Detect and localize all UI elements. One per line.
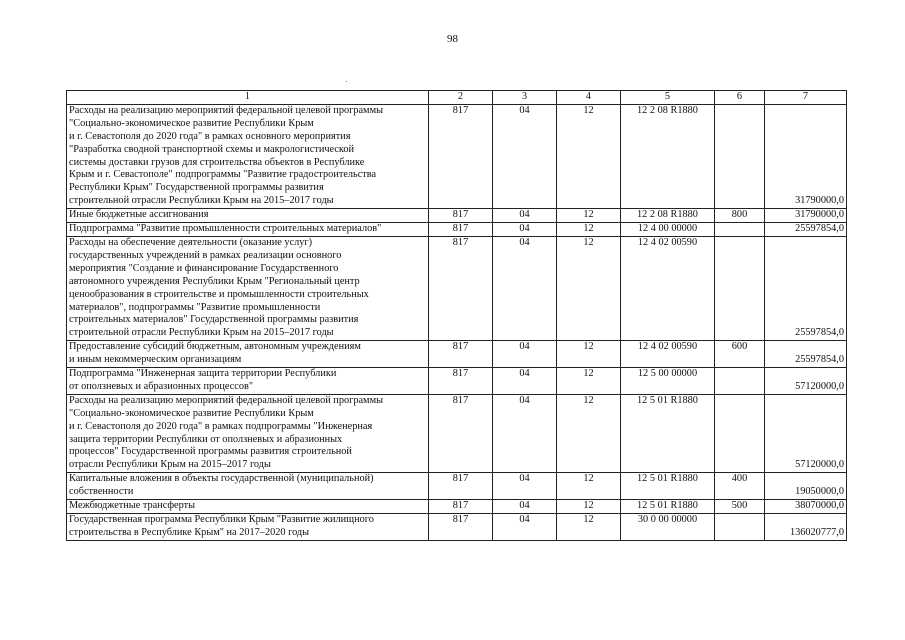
description-line: Государственная программа Республики Крым "Развитие жилищного (69, 514, 374, 525)
description-line: Иные бюджетные ассигнования (69, 209, 209, 221)
description-line: Межбюджетные трансферты (69, 500, 196, 512)
row-expense-type-code: 500 (715, 500, 765, 514)
row-expense-type-code: 800 (715, 209, 765, 223)
row-section-code: 04 (493, 473, 557, 500)
header-col-7: 7 (765, 91, 847, 105)
row-target-article-code: 12 4 00 00000 (621, 223, 715, 237)
row-amount: 38070000,0 (765, 500, 847, 514)
row-subsection-code: 12 (557, 104, 621, 208)
row-target-article-code: 12 2 08 R1880 (621, 104, 715, 208)
description-line: Расходы на обеспечение деятельности (оказание услуг) (69, 236, 313, 248)
row-amount: 57120000,0 (765, 368, 847, 395)
table-row (67, 104, 847, 208)
row-expense-type-code (715, 394, 765, 472)
description-line: Расходы на реализацию мероприятий федеральной целевой программы (69, 104, 384, 116)
row-target-article-code: 12 2 08 R1880 (621, 209, 715, 223)
description-line: процессов" Государственной программы развития строительной (69, 446, 352, 458)
row-section-code: 04 (493, 209, 557, 223)
row-target-article-code: 12 5 00 00000 (621, 368, 715, 395)
row-section-code: 04 (493, 368, 557, 395)
row-description (67, 500, 429, 514)
table-row (67, 209, 847, 223)
row-description (67, 223, 429, 237)
row-section-code: 04 (493, 514, 557, 541)
row-section-code: 04 (493, 341, 557, 368)
row-expense-type-code (715, 223, 765, 237)
page-number: 98 (447, 33, 458, 45)
row-amount: 25597854,0 (765, 223, 847, 237)
row-amount: 57120000,0 (765, 394, 847, 472)
budget-table (66, 90, 847, 541)
description-line: и г. Севастополя до 2020 года" в рамках подпрограммы "Инженерная (69, 420, 373, 432)
row-description (67, 104, 429, 208)
row-amount: 25597854,0 (765, 236, 847, 340)
description-line: и иным некоммерческим организациям (69, 354, 242, 366)
header-col-3: 3 (493, 91, 557, 105)
description-line: от оползневых и абразионных процессов" (69, 380, 254, 392)
row-subsection-code: 12 (557, 394, 621, 472)
description-line: строительных материалов" Государственной программы развития (69, 314, 359, 326)
description-line: автономного учреждения Республики Крым "Региональный центр (69, 275, 360, 287)
header-col-6: 6 (715, 91, 765, 105)
table-header-row (67, 91, 847, 105)
table-row (67, 223, 847, 237)
description-line: отрасли Республики Крым на 2015–2017 годы (69, 459, 271, 471)
row-target-article-code: 12 5 01 R1880 (621, 394, 715, 472)
description-line: и г. Севастополя до 2020 года" в рамках основного мероприятия (69, 130, 351, 142)
row-subsection-code: 12 (557, 236, 621, 340)
table-row (67, 500, 847, 514)
description-line: Подпрограмма "Инженерная защита территории Республики (69, 368, 337, 380)
header-col-5: 5 (621, 91, 715, 105)
description-line: ценообразования в строительстве и промышленности строительных (69, 288, 369, 300)
table-row (67, 394, 847, 472)
row-department-code: 817 (429, 500, 493, 514)
row-expense-type-code (715, 368, 765, 395)
table-row (67, 473, 847, 500)
row-subsection-code: 12 (557, 341, 621, 368)
row-description (67, 209, 429, 223)
row-target-article-code: 12 4 02 00590 (621, 341, 715, 368)
table-row (67, 236, 847, 340)
row-amount: 25597854,0 (765, 341, 847, 368)
row-department-code: 817 (429, 223, 493, 237)
description-line: строительной отрасли Республики Крым на 2015–2017 годы (69, 327, 334, 339)
row-department-code: 817 (429, 341, 493, 368)
scan-mark (346, 81, 347, 82)
description-line: системы доставки грузов для строительства объектов в Республике (69, 156, 365, 168)
row-section-code: 04 (493, 104, 557, 208)
description-line: Подпрограмма "Развитие промышленности строительных материалов" (69, 223, 382, 235)
header-col-4: 4 (557, 91, 621, 105)
row-expense-type-code (715, 514, 765, 541)
description-line: строительной отрасли Республики Крым на 2015–2017 годы (69, 195, 334, 207)
row-section-code: 04 (493, 236, 557, 340)
row-subsection-code: 12 (557, 473, 621, 500)
row-amount: 19050000,0 (765, 473, 847, 500)
row-section-code: 04 (493, 500, 557, 514)
row-expense-type-code (715, 236, 765, 340)
row-department-code: 817 (429, 209, 493, 223)
row-target-article-code: 12 5 01 R1880 (621, 473, 715, 500)
row-amount: 31790000,0 (765, 104, 847, 208)
row-description (67, 368, 429, 395)
description-line: Расходы на реализацию мероприятий федеральной целевой программы (69, 394, 384, 406)
description-line: государственных учреждений в рамках реализации основного (69, 249, 342, 261)
row-department-code: 817 (429, 236, 493, 340)
description-line: Предоставление субсидий бюджетным, автономным учреждениям (69, 341, 361, 353)
row-description (67, 473, 429, 500)
row-description (67, 514, 429, 541)
row-subsection-code: 12 (557, 223, 621, 237)
description-line: строительства в Республике Крым" на 2017–2020 годы (69, 526, 310, 538)
description-line: материалов", подпрограммы "Развитие промышленности (69, 301, 321, 313)
row-subsection-code: 12 (557, 209, 621, 223)
table-row (67, 341, 847, 368)
row-department-code: 817 (429, 368, 493, 395)
row-department-code: 817 (429, 514, 493, 541)
description-line: Республики Крым" Государственной программы развития (69, 182, 324, 194)
row-target-article-code: 12 4 02 00590 (621, 236, 715, 340)
description-line: Капитальные вложения в объекты государственной (муниципальной) (69, 473, 374, 485)
row-amount: 136020777,0 (765, 514, 847, 541)
description-line: "Социально-экономическое развитие Республики Крым (69, 117, 314, 129)
row-department-code: 817 (429, 394, 493, 472)
row-subsection-code: 12 (557, 514, 621, 541)
header-col-2: 2 (429, 91, 493, 105)
row-section-code: 04 (493, 223, 557, 237)
row-expense-type-code: 400 (715, 473, 765, 500)
row-description (67, 236, 429, 340)
description-line: защита территории Республики от оползневых и абразионных (69, 433, 343, 445)
description-line: "Разработка сводной транспортной схемы и макрологистической (69, 143, 355, 155)
row-expense-type-code (715, 104, 765, 208)
row-target-article-code: 30 0 00 00000 (621, 514, 715, 541)
description-line: мероприятия "Создание и финансирование Государственного (69, 262, 339, 274)
description-line: Крым и г. Севастополе" подпрограммы "Развитие градостроительства (69, 169, 377, 181)
table-row (67, 368, 847, 395)
header-col-1: 1 (67, 91, 429, 105)
row-section-code: 04 (493, 394, 557, 472)
row-department-code: 817 (429, 473, 493, 500)
row-subsection-code: 12 (557, 500, 621, 514)
row-expense-type-code: 600 (715, 341, 765, 368)
row-description (67, 341, 429, 368)
row-amount: 31790000,0 (765, 209, 847, 223)
row-department-code: 817 (429, 104, 493, 208)
table-row (67, 514, 847, 541)
row-description (67, 394, 429, 472)
row-subsection-code: 12 (557, 368, 621, 395)
description-line: собственности (69, 486, 134, 498)
row-target-article-code: 12 5 01 R1880 (621, 500, 715, 514)
description-line: "Социально-экономическое развитие Республики Крым (69, 407, 314, 419)
